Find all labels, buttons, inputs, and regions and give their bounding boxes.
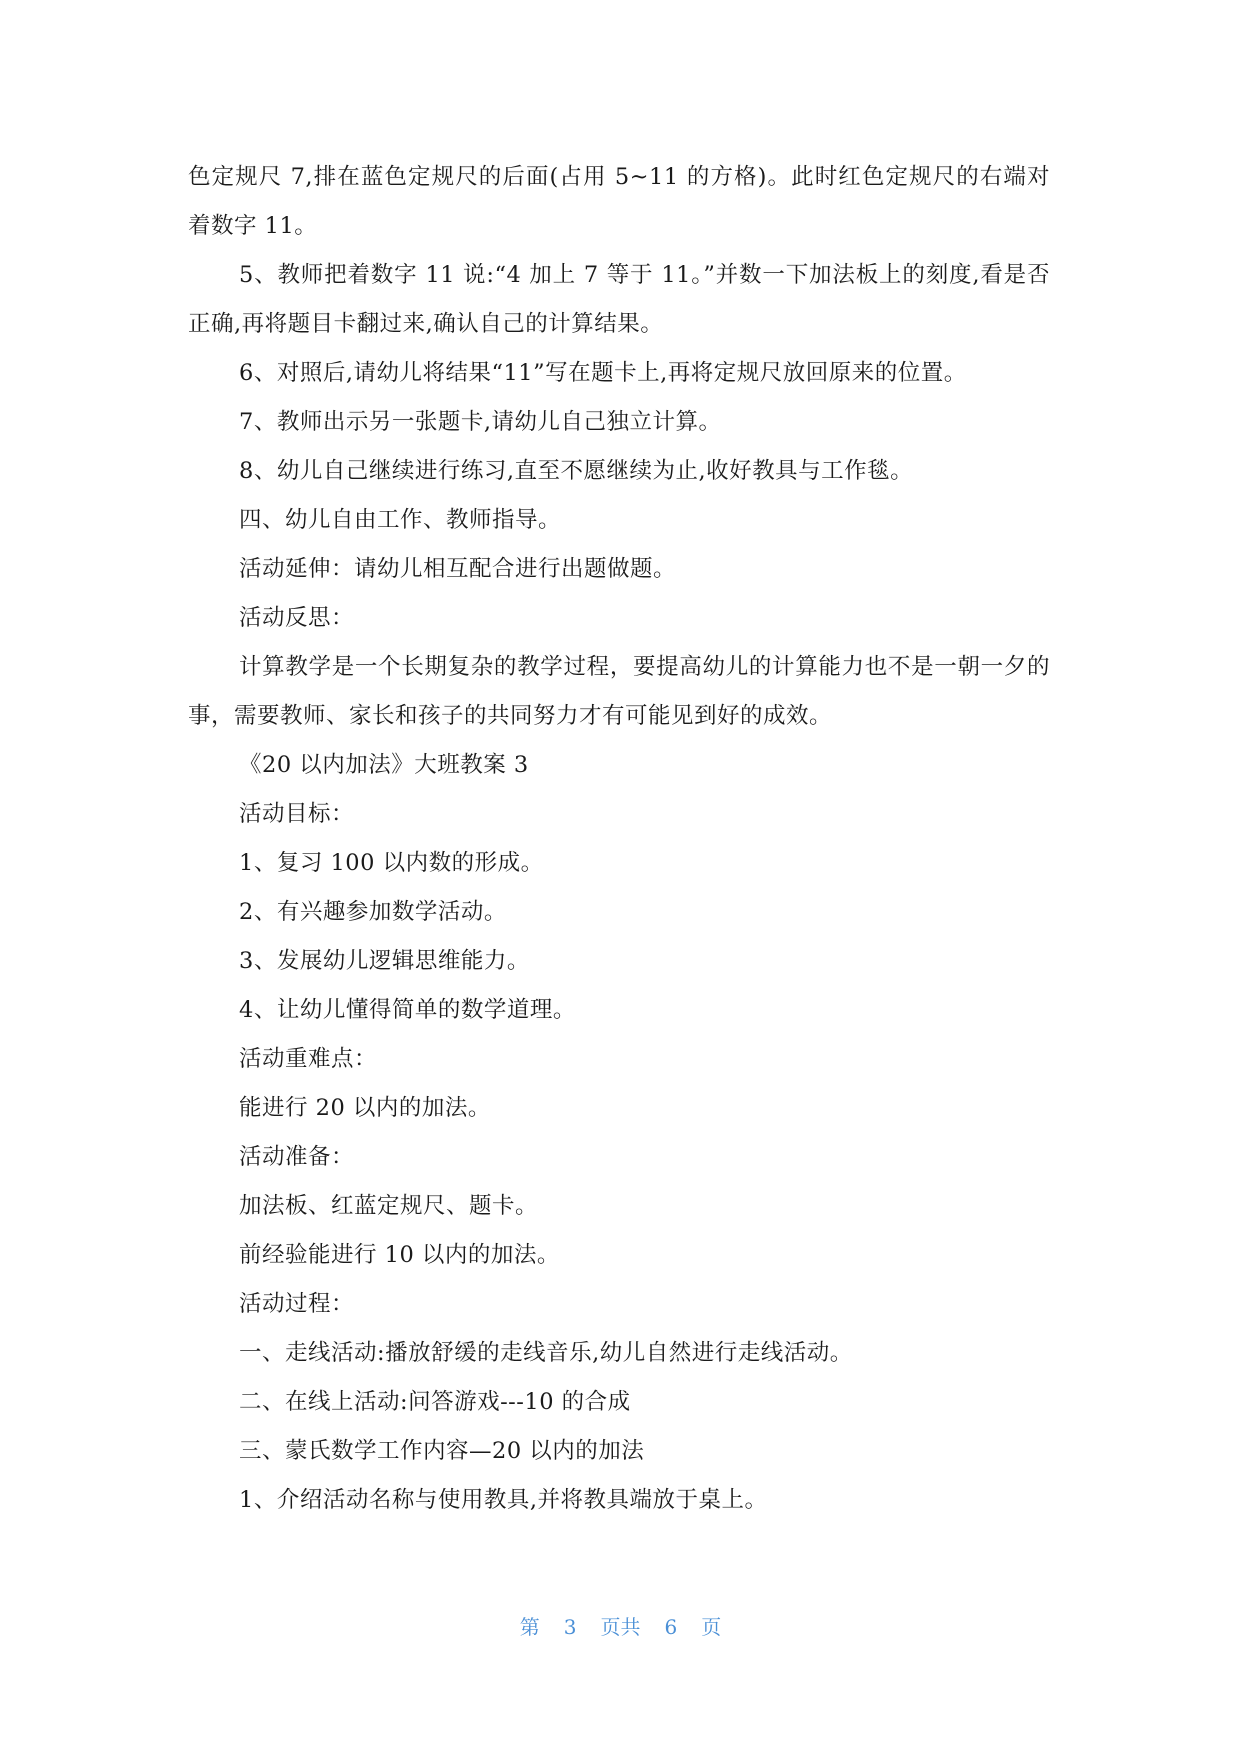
list-item: 一、走线活动:播放舒缓的走线音乐,幼儿自然进行走线活动。 <box>239 1340 853 1366</box>
paragraph: 7、教师出示另一张题卡,请幼儿自己独立计算。 <box>239 409 722 435</box>
list-item: 4、让幼儿懂得简单的数学道理。 <box>239 997 576 1023</box>
list-item: 3、发展幼儿逻辑思维能力。 <box>239 948 530 974</box>
paragraph: 6、对照后,请幼儿将结果“11”写在题卡上,再将定规尺放回原来的位置。 <box>239 360 967 386</box>
footer-suffix: 页 <box>701 1615 722 1639</box>
list-item: 1、介绍活动名称与使用教具,并将教具端放于桌上。 <box>239 1487 768 1513</box>
paragraph: 活动延伸：请幼儿相互配合进行出题做题。 <box>239 556 677 582</box>
list-item: 2、有兴趣参加数学活动。 <box>239 899 507 925</box>
document-body <box>188 153 1050 1525</box>
list-item: 三、蒙氏数学工作内容—20 以内的加法 <box>239 1438 645 1464</box>
section-heading: 活动过程： <box>239 1291 355 1317</box>
section-heading: 活动重难点： <box>239 1046 378 1072</box>
footer-prefix: 第 <box>519 1615 540 1639</box>
footer-total-pages: 6 <box>664 1615 678 1639</box>
paragraph: 色定规尺 7,排在蓝色定规尺的后面(占用 5~11 的方格)。此时红色定规尺的右端对着数字 11。 <box>188 164 1050 239</box>
paragraph: 前经验能进行 10 以内的加法。 <box>239 1242 560 1268</box>
section-heading: 活动准备： <box>239 1144 355 1170</box>
section-heading: 四、幼儿自由工作、教师指导。 <box>239 507 562 533</box>
page-footer <box>0 1611 1241 1640</box>
list-item: 1、复习 100 以内数的形成。 <box>239 850 544 876</box>
paragraph: 加法板、红蓝定规尺、题卡。 <box>239 1193 539 1219</box>
footer-middle: 页共 <box>600 1615 641 1639</box>
lesson-title: 《20 以内加法》大班教案 3 <box>239 752 529 778</box>
paragraph: 能进行 20 以内的加法。 <box>239 1095 491 1121</box>
section-heading: 活动目标： <box>239 801 355 827</box>
footer-current-page: 3 <box>563 1615 577 1639</box>
list-item: 二、在线上活动:问答游戏---10 的合成 <box>239 1389 631 1415</box>
paragraph: 计算教学是一个长期复杂的教学过程，要提高幼儿的计算能力也不是一朝一夕的事，需要教师、家长和孩子的共同努力才有可能见到好的成效。 <box>188 654 1050 729</box>
paragraph: 5、教师把着数字 11 说:“4 加上 7 等于 11。”并数一下加法板上的刻度,看是否正确,再将题目卡翻过来,确认自己的计算结果。 <box>188 262 1050 337</box>
paragraph: 8、幼儿自己继续进行练习,直至不愿继续为止,收好教具与工作毯。 <box>239 458 914 484</box>
section-heading: 活动反思： <box>239 605 355 631</box>
